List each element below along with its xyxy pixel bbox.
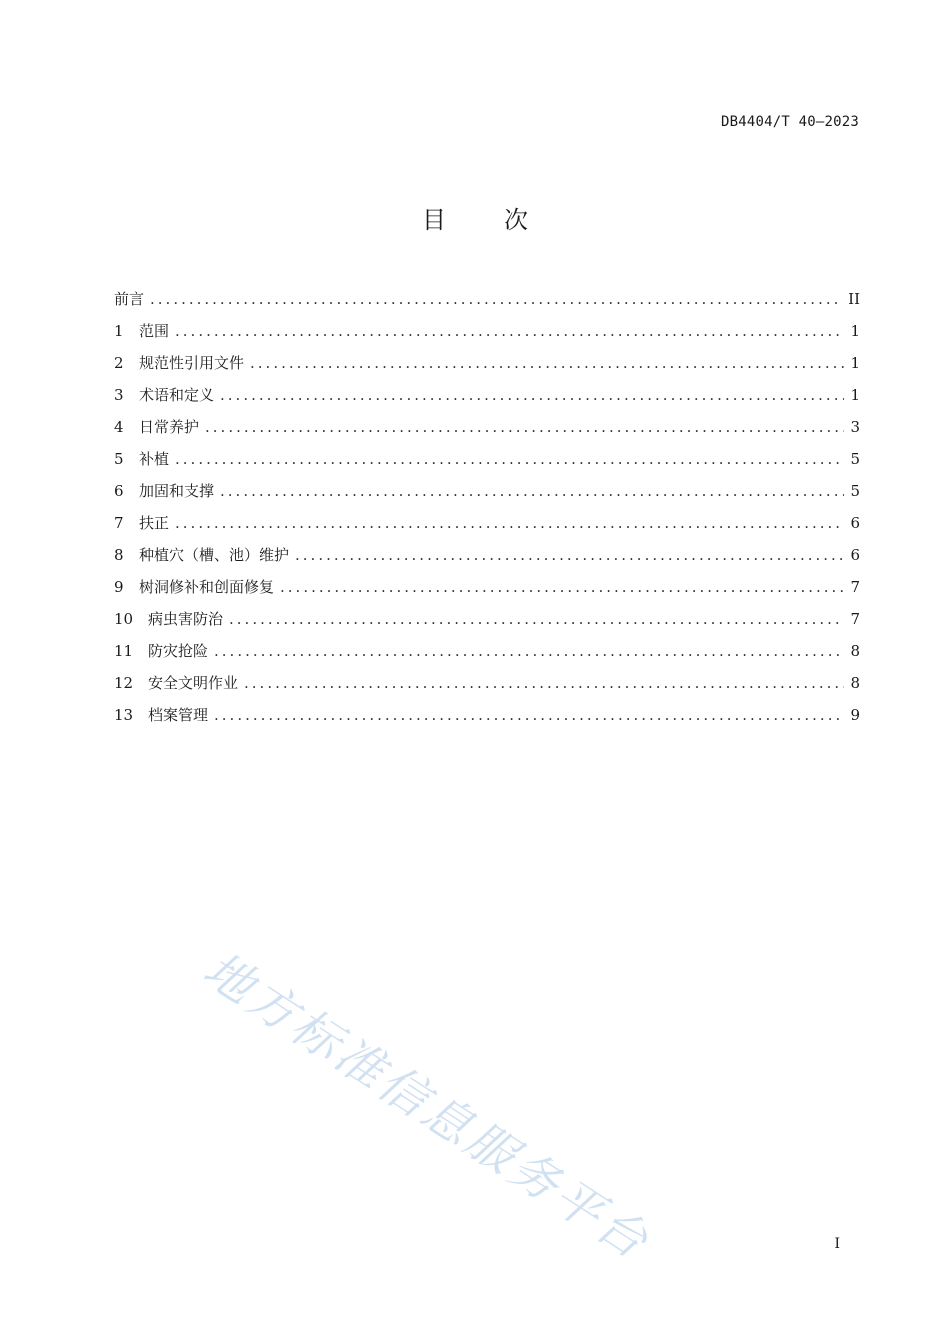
dot-leader [250, 350, 844, 376]
toc-entry-number: 11 [114, 642, 134, 660]
toc-entry-2[interactable] [114, 350, 860, 382]
dot-leader [175, 318, 844, 344]
toc-entry-page: 7 [850, 610, 860, 628]
toc-entry-label: 范围 [139, 322, 170, 340]
toc-entry-number: 5 [114, 450, 124, 468]
toc-entry-number: 1 [114, 322, 124, 340]
toc-entry-page: 5 [850, 482, 860, 500]
toc-entry-label: 加固和支撑 [139, 482, 215, 500]
page-number: I [834, 1236, 840, 1252]
toc-entry-label: 安全文明作业 [148, 674, 239, 692]
dot-leader [205, 414, 844, 440]
toc-entry-page: 3 [850, 418, 860, 436]
toc-entry-page: 8 [850, 642, 860, 660]
table-of-contents [114, 286, 860, 734]
toc-entry-label: 规范性引用文件 [139, 354, 245, 372]
page-title: 目次 [422, 206, 586, 234]
dot-leader [175, 446, 844, 472]
toc-entry-page: 9 [850, 706, 860, 724]
document-code: DB4404/T 40—2023 [720, 114, 859, 130]
toc-entry-number: 13 [114, 706, 134, 724]
toc-entry-label: 术语和定义 [139, 386, 215, 404]
toc-entry-label: 种植穴（槽、池）维护 [139, 546, 290, 564]
toc-entry-number: 9 [114, 578, 124, 596]
toc-entry-12[interactable] [114, 670, 860, 702]
dot-leader [295, 542, 844, 568]
dot-leader [214, 638, 844, 664]
toc-entry-label: 日常养护 [139, 418, 200, 436]
toc-entry-label: 档案管理 [148, 706, 209, 724]
toc-entry-page: 1 [850, 354, 860, 372]
toc-entry-7[interactable] [114, 510, 860, 542]
toc-entry-number: 3 [114, 386, 124, 404]
toc-entry-label: 病虫害防治 [148, 610, 224, 628]
toc-entry-label: 树洞修补和创面修复 [139, 578, 275, 596]
toc-entry-number: 8 [114, 546, 124, 564]
toc-entry-5[interactable] [114, 446, 860, 478]
toc-entry-foreword[interactable] [114, 286, 860, 318]
watermark: 地方标准信息服务平台 [193, 941, 661, 1272]
toc-entry-9[interactable] [114, 574, 860, 606]
toc-entry-13[interactable] [114, 702, 860, 734]
toc-entry-number: 2 [114, 354, 124, 372]
toc-entry-label: 补植 [139, 450, 170, 468]
toc-entry-page: 6 [850, 514, 860, 532]
toc-entry-number: 4 [114, 418, 124, 436]
dot-leader [150, 286, 842, 312]
dot-leader [244, 670, 844, 696]
toc-entry-page: 5 [850, 450, 860, 468]
toc-entry-page: II [848, 290, 860, 308]
toc-entry-6[interactable] [114, 478, 860, 510]
toc-entry-page: 8 [850, 674, 860, 692]
toc-entry-11[interactable] [114, 638, 860, 670]
toc-entry-number: 12 [114, 674, 134, 692]
toc-entry-1[interactable] [114, 318, 860, 350]
toc-entry-label: 扶正 [139, 514, 170, 532]
toc-entry-page: 1 [850, 322, 860, 340]
dot-leader [175, 510, 844, 536]
toc-entry-8[interactable] [114, 542, 860, 574]
toc-entry-page: 7 [850, 578, 860, 596]
dot-leader [220, 382, 844, 408]
toc-entry-3[interactable] [114, 382, 860, 414]
toc-entry-page: 1 [850, 386, 860, 404]
toc-entry-number: 6 [114, 482, 124, 500]
toc-entry-number: 7 [114, 514, 124, 532]
dot-leader [220, 478, 844, 504]
toc-entry-number: 10 [114, 610, 134, 628]
toc-entry-page: 6 [850, 546, 860, 564]
toc-entry-10[interactable] [114, 606, 860, 638]
toc-entry-4[interactable] [114, 414, 860, 446]
toc-entry-label: 前言 [114, 290, 145, 308]
toc-entry-label: 防灾抢险 [148, 642, 209, 660]
dot-leader [280, 574, 844, 600]
dot-leader [229, 606, 844, 632]
dot-leader [214, 702, 844, 728]
